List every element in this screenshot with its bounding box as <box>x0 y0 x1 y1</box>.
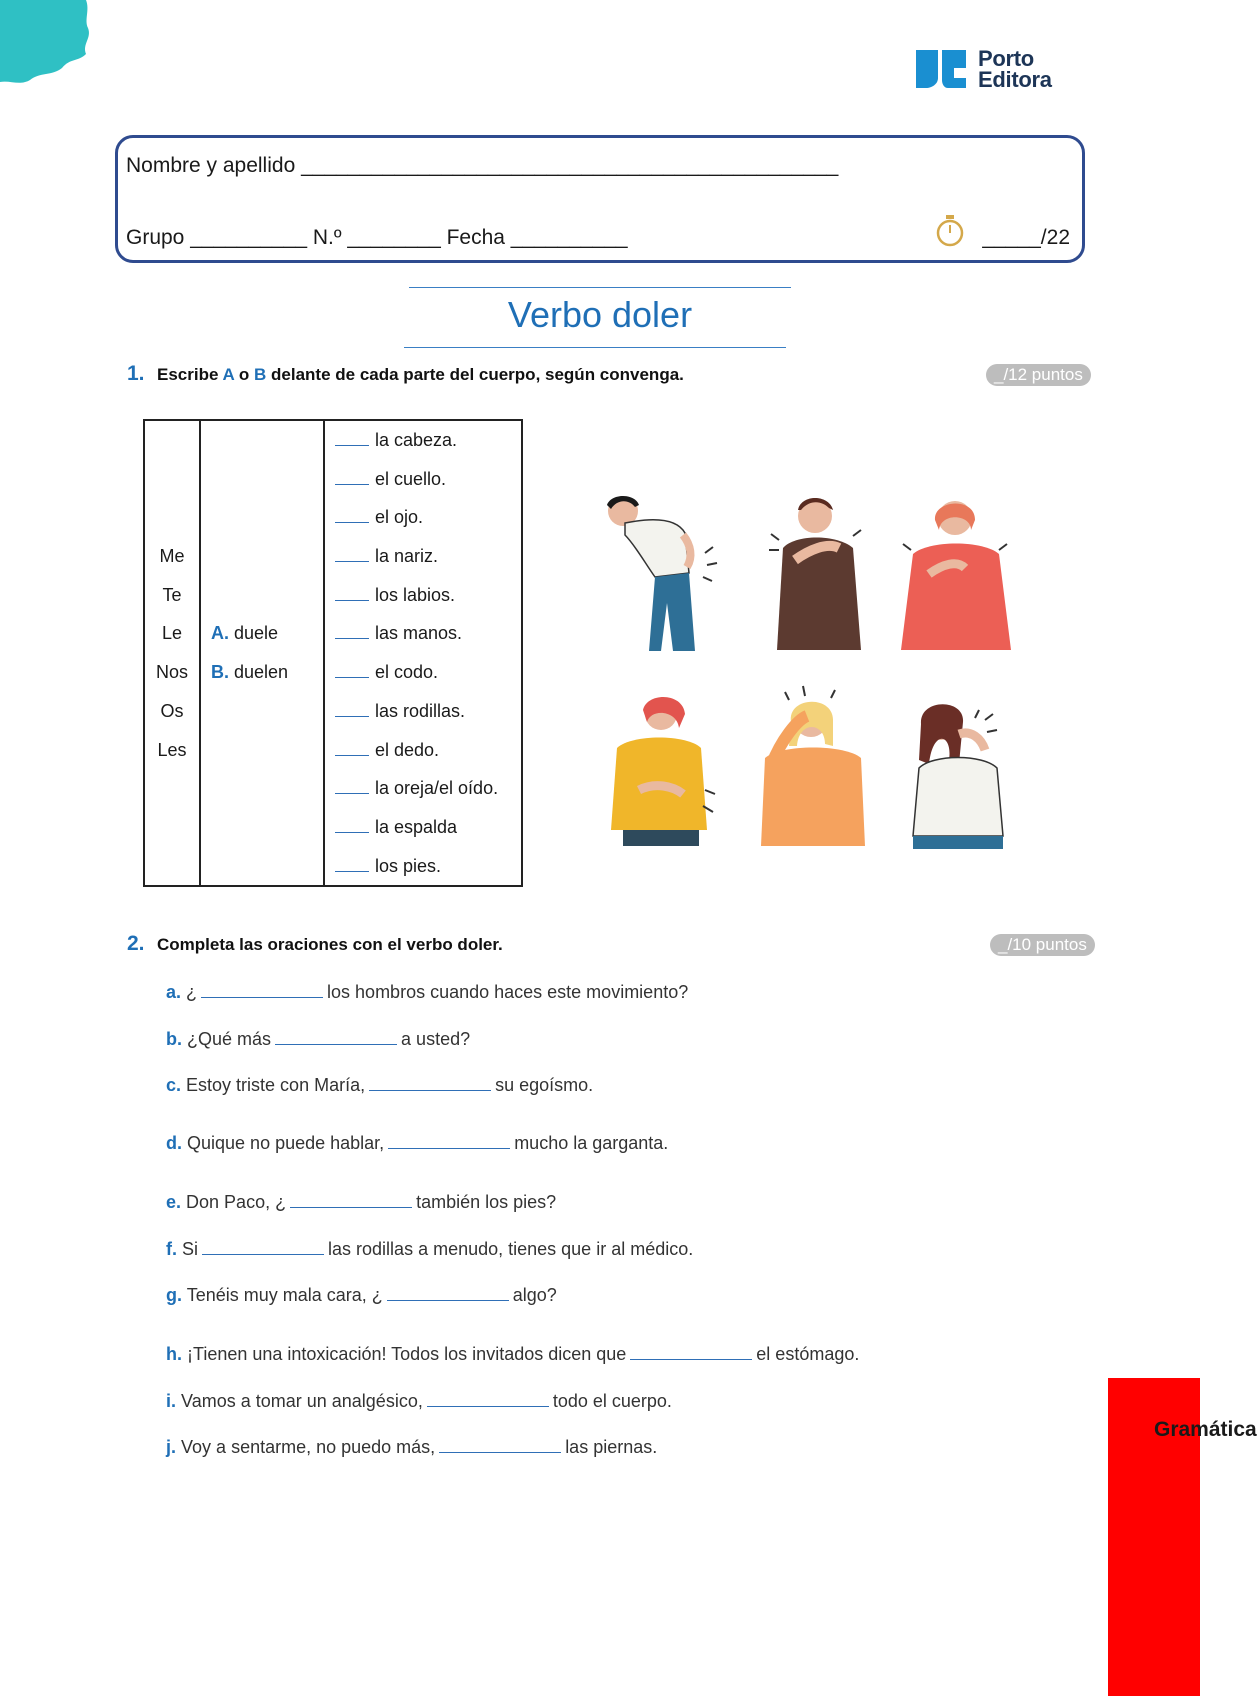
sentence-item-e: e. Don Paco, ¿ también los pies? <box>166 1192 557 1212</box>
answer-blank[interactable] <box>387 1286 509 1301</box>
sentence-item-i: i. Vamos a tomar un analgésico, todo el cuerpo. <box>166 1391 672 1411</box>
stopwatch-icon <box>935 214 965 248</box>
answer-blank[interactable] <box>335 547 369 562</box>
body-part-item: las manos. <box>325 614 521 653</box>
pronoun: Te <box>162 584 182 605</box>
verb-column <box>200 420 324 886</box>
logo-text-line1: Porto <box>978 46 1034 71</box>
pronoun: Os <box>160 700 184 721</box>
pronoun-column <box>144 420 200 886</box>
answer-blank[interactable] <box>439 1438 561 1453</box>
shoulder-pain-man-illustration <box>765 490 875 650</box>
answer-blank[interactable] <box>335 779 369 794</box>
neck-pain-woman-illustration <box>893 694 1018 849</box>
pronoun: Nos <box>155 662 188 683</box>
sentence-item-j: j. Voy a sentarme, no puedo más, las piernas. <box>166 1437 658 1457</box>
headache-woman-illustration <box>745 686 885 846</box>
answer-blank[interactable] <box>335 818 369 833</box>
grammar-side-tab <box>1108 1378 1257 1696</box>
group-number-date-fields[interactable]: Grupo __________ N.º ________ Fecha __________ <box>126 226 628 249</box>
answer-blank[interactable] <box>335 663 369 678</box>
logo-text-line2: Editora <box>978 67 1052 92</box>
body-part-item: la nariz. <box>325 537 521 576</box>
title-rule-bottom <box>404 347 786 348</box>
teal-splash-decoration <box>0 0 92 86</box>
body-part-item: la espalda <box>325 808 521 847</box>
doler-conjugation-table <box>143 419 523 887</box>
exercise-1-number: 1. <box>127 362 145 385</box>
name-field[interactable]: Nombre y apellido ______________________________________________ <box>126 154 839 177</box>
verb-option-a: A. duele <box>211 623 279 644</box>
answer-blank[interactable] <box>335 508 369 523</box>
pronoun: Me <box>159 546 185 567</box>
title-rule-top <box>409 287 791 288</box>
body-part-item: los labios. <box>325 576 521 615</box>
answer-blank[interactable] <box>335 857 369 872</box>
page-title: Verbo doler <box>507 294 693 335</box>
exercise-2-instruction: Completa las oraciones con el verbo doler. <box>157 935 503 954</box>
answer-blank[interactable] <box>335 586 369 601</box>
exercise-1-points: _/12 puntos <box>986 364 1091 386</box>
body-part-item: la cabeza. <box>325 421 521 460</box>
sentence-item-a: a. ¿ los hombros cuando haces este movimiento? <box>166 982 689 1002</box>
answer-blank[interactable] <box>630 1345 752 1360</box>
answer-blank[interactable] <box>275 1030 397 1045</box>
sentence-item-h: h. ¡Tienen una intoxicación! Todos los invitados dicen que el estómago. <box>166 1344 860 1364</box>
sentence-item-d: d. Quique no puede hablar, mucho la garganta. <box>166 1133 669 1153</box>
body-part-item: el codo. <box>325 653 521 692</box>
verb-option-b: B. duelen <box>211 662 289 683</box>
body-part-item: el ojo. <box>325 498 521 537</box>
answer-blank[interactable] <box>290 1193 412 1208</box>
sentence-item-g: g. Tenéis muy mala cara, ¿ algo? <box>166 1285 557 1305</box>
body-part-item: el dedo. <box>325 731 521 770</box>
answer-blank[interactable] <box>369 1076 491 1091</box>
logo-mark-icon <box>914 48 970 94</box>
body-part-item: la oreja/el oído. <box>325 769 521 808</box>
publisher-logo <box>914 46 1064 96</box>
sentence-item-c: c. Estoy triste con María, su egoísmo. <box>166 1075 594 1095</box>
answer-blank[interactable] <box>202 1240 324 1255</box>
body-parts-column <box>324 420 522 886</box>
body-part-item: los pies. <box>325 847 521 886</box>
sentence-item-f: f. Si las rodillas a menudo, tienes que ir al médico. <box>166 1239 694 1259</box>
exercise-2-points: _/10 puntos <box>990 934 1095 956</box>
back-pain-man-illustration <box>595 493 745 651</box>
pronoun: Le <box>161 623 183 644</box>
answer-blank[interactable] <box>335 624 369 639</box>
total-score[interactable]: _____/22 <box>982 226 1070 249</box>
pronoun: Les <box>157 739 187 760</box>
body-part-item: el cuello. <box>325 460 521 499</box>
answer-blank[interactable] <box>335 741 369 756</box>
sentence-item-b: b. ¿Qué más a usted? <box>166 1029 471 1049</box>
body-part-item: las rodillas. <box>325 692 521 731</box>
stomach-pain-woman-illustration <box>603 690 725 846</box>
answer-blank[interactable] <box>335 431 369 446</box>
exercise-2-number: 2. <box>127 932 145 955</box>
answer-blank[interactable] <box>201 983 323 998</box>
exercise-1-instruction: Escribe A o B delante de cada parte del cuerpo, según convenga. <box>157 365 684 384</box>
answer-blank[interactable] <box>388 1134 510 1149</box>
student-info-box <box>115 135 1085 263</box>
answer-blank[interactable] <box>335 702 369 717</box>
side-tab-label: Gramática <box>1154 1418 1257 1441</box>
answer-blank[interactable] <box>427 1392 549 1407</box>
answer-blank[interactable] <box>335 470 369 485</box>
chest-pain-woman-illustration <box>893 494 1018 650</box>
